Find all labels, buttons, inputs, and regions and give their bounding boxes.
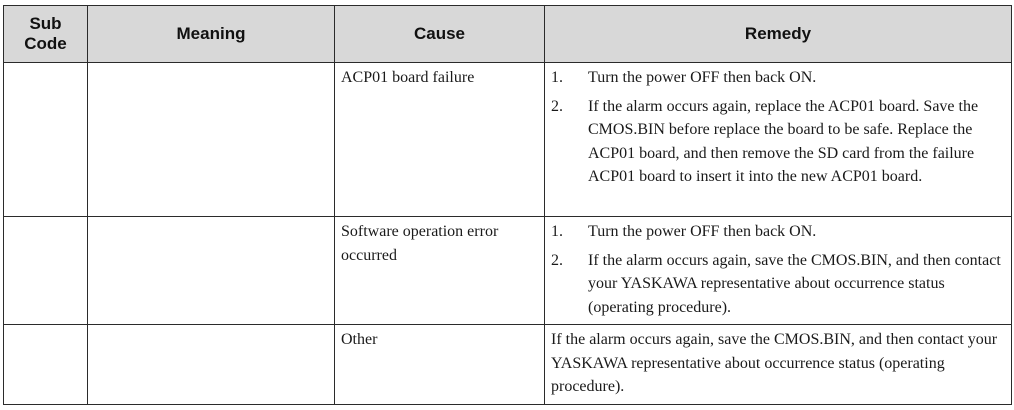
sub-code-cell bbox=[4, 63, 88, 217]
step-text: If the alarm occurs again, replace the ACP01 board. Save the CMOS.BIN before replace the board to be safe. Replace the ACP01 board, and then remove the SD card from the failure ACP01 board to insert it into the new ACP01 board. bbox=[588, 97, 979, 185]
step-number: 2. bbox=[551, 251, 563, 269]
cause-cell: Software operation error occurred bbox=[335, 217, 545, 325]
header-sub-code-line2: Code bbox=[24, 34, 67, 53]
remedy-step bbox=[551, 220, 1005, 244]
step-number: 1. bbox=[551, 69, 563, 86]
remedy-steps bbox=[551, 220, 1005, 319]
header-cause: Cause bbox=[335, 6, 545, 63]
step-number: 1. bbox=[551, 223, 563, 240]
header-meaning: Meaning bbox=[88, 6, 335, 63]
step-text: Turn the power OFF then back ON. bbox=[588, 69, 817, 86]
meaning-cell bbox=[88, 217, 335, 325]
remedy-step bbox=[551, 249, 1005, 320]
step-text: Turn the power OFF then back ON. bbox=[588, 223, 817, 240]
remedy-step bbox=[551, 66, 1005, 90]
cause-cell: Other bbox=[335, 325, 545, 405]
table-header-row bbox=[4, 6, 1012, 63]
header-sub-code bbox=[4, 6, 88, 63]
table-row bbox=[4, 217, 1012, 325]
step-text: If the alarm occurs again, save the CMOS.BIN, and then contact your YASKAWA representative about occurrence status (operating procedure). bbox=[588, 251, 1001, 316]
step-number: 2. bbox=[551, 97, 563, 115]
sub-code-cell bbox=[4, 217, 88, 325]
alarm-table bbox=[3, 5, 1012, 405]
header-sub-code-line1: Sub bbox=[29, 14, 62, 33]
remedy-cell: If the alarm occurs again, save the CMOS.BIN, and then contact your YASKAWA representative about occurrence status (operating procedure). bbox=[545, 325, 1012, 405]
remedy-cell bbox=[545, 63, 1012, 217]
sub-code-cell bbox=[4, 325, 88, 405]
cause-cell: ACP01 board failure bbox=[335, 63, 545, 217]
remedy-cell bbox=[545, 217, 1012, 325]
meaning-cell bbox=[88, 325, 335, 405]
header-remedy: Remedy bbox=[545, 6, 1012, 63]
table-row bbox=[4, 63, 1012, 217]
table-row bbox=[4, 325, 1012, 405]
meaning-cell bbox=[88, 63, 335, 217]
remedy-step bbox=[551, 95, 1005, 189]
remedy-steps bbox=[551, 66, 1005, 189]
